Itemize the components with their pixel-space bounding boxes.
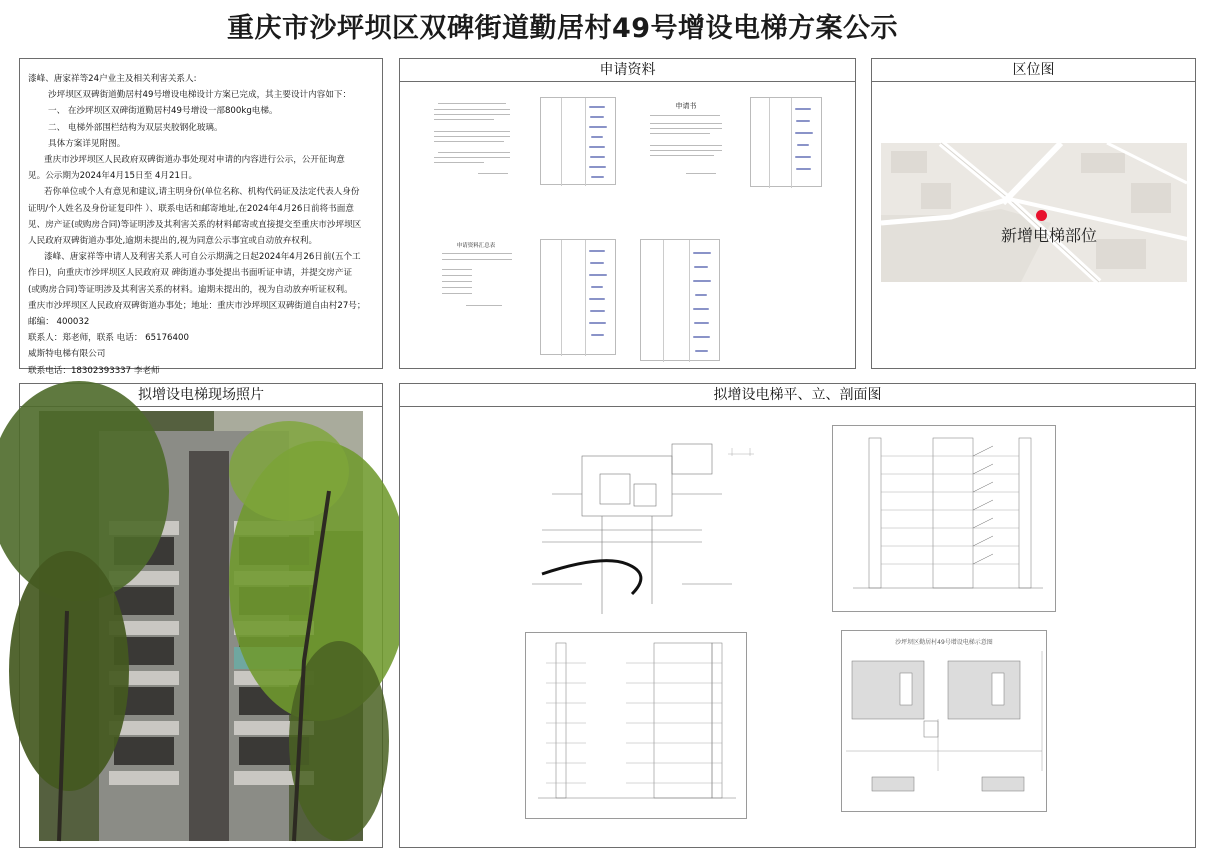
site-photo-image [39,411,363,841]
signature-table-sheet-4 [640,239,720,361]
notice-line: 漆峰、唐家祥等24户业主及相关利害关系人: [28,74,197,84]
notice-line: 邮编： 400032 [28,317,90,328]
notice-line: 一、 在沙坪坝区双碑街道勤居村49号增设一部800kg电梯。 [48,106,278,117]
site-schematic-title: 沙坪坝区勤居村49号增设电梯示意图 [895,639,993,646]
notice-line: 二、 电梯外部围栏结构为双层夹胶钢化玻璃。 [48,122,223,133]
site-photo [39,411,363,841]
map-streets [881,143,1187,282]
application-letter-sheet [428,97,516,183]
notice-line: 漆峰、唐家祥等申请人及利害关系人可自公示期满之日起2024年4月26日前(五个工 [44,252,361,263]
elevator-location-marker [1036,210,1047,221]
notice-line: 具体方案详见附图。 [48,138,126,149]
location-map [881,143,1187,282]
application-panel-header: 申请资料 [400,59,855,82]
notice-line: 见。公示期为2024年4月15日至 4月21日。 [28,171,198,182]
notice-line: 威斯特电梯有限公司 [28,349,106,360]
notice-line: 见、房产证(或购房合同)等证明涉及其利害关系的材料邮寄或直接提交至重庆市沙坪坝区 [28,219,362,230]
application-form-sheet [646,99,726,183]
notice-line: 证明/个人姓名及身份证复印件 ）、联系电话和邮寄地址,在2024年4月26日前将书面意 [28,203,354,214]
summary-sheet [436,239,516,321]
notice-panel [19,58,383,376]
notice-line: 重庆市沙坪坝区人民政府双碑街道办事处现对申请的内容进行公示，公开征询意 [44,155,345,166]
application-form-title: 申请书 [675,102,697,110]
site-schematic-lines [842,631,1046,811]
notice-line: 联系人：郑老师，联系 电话： 65176400 [28,333,189,344]
floor-plan-drawing [522,434,772,619]
signature-table-sheet [540,97,616,185]
location-panel-header: 区位图 [872,59,1195,82]
elevator-location-label: 新增电梯部位 [1001,226,1098,245]
elevation-drawing [832,425,1056,612]
site-photo-panel-header: 拟增设电梯现场照片 [20,384,382,407]
drawings-panel [399,383,1196,848]
notice-line: 沙坪坝区双碑街道勤居村49号增设电梯设计方案已完成，其主要设计内容如下： [48,90,352,101]
application-panel [399,58,856,369]
section-drawing [525,632,747,819]
signature-table-sheet-3 [540,239,616,355]
notice-line: 联系电话：18302393337 李老师 [28,365,160,376]
drawings-panel-header: 拟增设电梯平、立、剖面图 [400,384,1195,407]
notice-line: 重庆市沙坪坝区人民政府双碑街道办事处；地址：重庆市沙坪坝区双碑街道自由村27号； [28,300,366,311]
page-title: 重庆市沙坪坝区双碑街道勤居村49号增设电梯方案公示 [226,13,899,44]
signature-table-sheet-2 [750,97,822,187]
elevation-lines [833,426,1055,611]
floor-plan-lines [522,434,772,619]
summary-sheet-title: 申请资料汇总表 [456,243,496,249]
site-schematic-drawing [841,630,1047,812]
notice-line: (或购房合同)等证明涉及其利害关系的材料。逾期未提出的，视为自动放弃听证权利。 [28,284,353,295]
notice-line: 作日)，向重庆市沙坪坝区人民政府双 碑街道办事处提出书面听证申请，并提交房产证 [28,268,353,279]
notice-line: 人民政府双碑街道办事处,逾期未提出的,视为同意公示事宜或自动放弃权利。 [28,236,318,247]
notice-line: 若你单位或个人有意见和建议,请主明身份(单位名称、机构代码证及法定代表人身份 [44,187,360,198]
section-lines [526,633,746,818]
